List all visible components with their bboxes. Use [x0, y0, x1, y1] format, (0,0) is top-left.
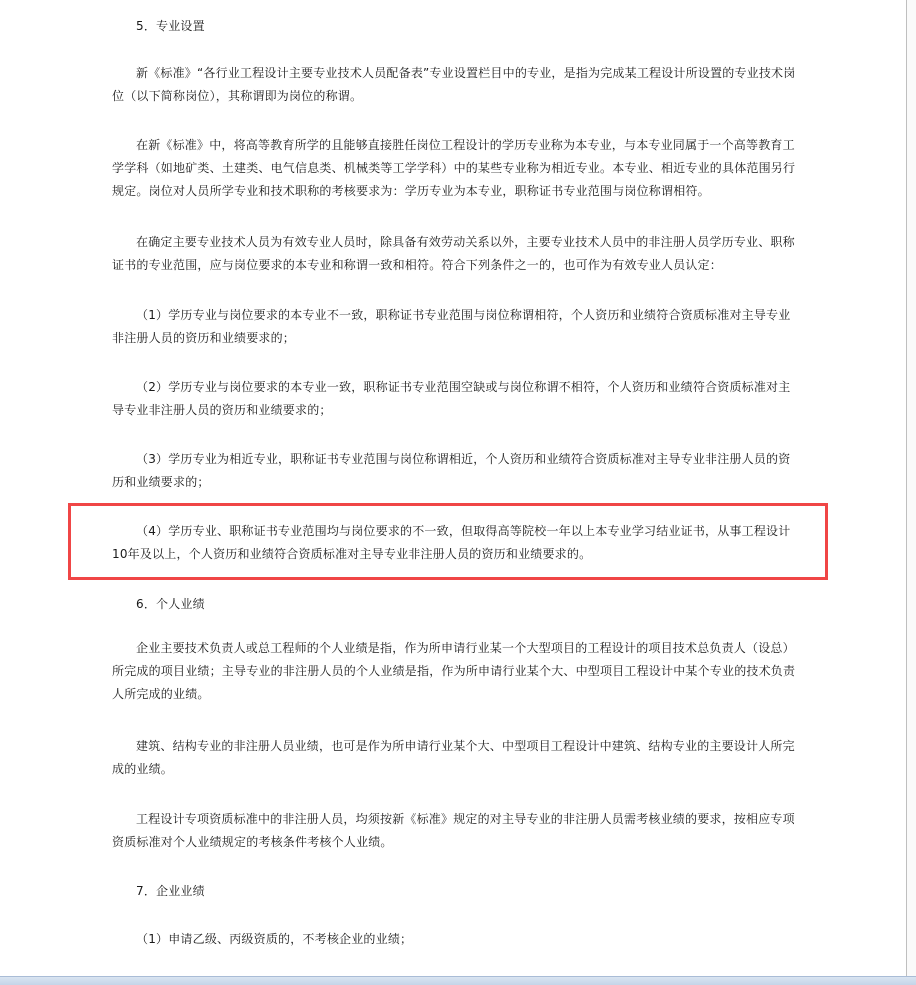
- condition-item-1: （1）学历专业与岗位要求的本专业不一致，职称证书专业范围与岗位称谓相符，个人资历和业绩符合资质标准对主导专业非注册人员的资历和业绩要求的；: [112, 308, 791, 345]
- paragraph-major-definition: 在新《标准》中，将高等教育所学的且能够直接胜任岗位工程设计的学历专业称为本专业，与本专业同属于一个高等教育工学学科（如地矿类、土建类、电气信息类、机械类等工学学科）中的某些专业称为相近专业。本专业、相近专业的具体范围另行规定。岗位对人员所学专业和技术职称的考核要求为：学历专业为本专业，职称证书专业范围与岗位称谓相符。: [112, 138, 796, 198]
- section-heading-6: 6．个人业绩: [136, 597, 205, 611]
- section-heading-7: 7．企业业绩: [136, 884, 205, 898]
- condition-item-3: （3）学历专业为相近专业，职称证书专业范围与岗位称谓相近，个人资历和业绩符合资质标准对主导专业非注册人员的资历和业绩要求的；: [112, 452, 791, 489]
- paragraph-special-qualification-performance: 工程设计专项资质标准中的非注册人员，均须按新《标准》规定的对主导专业的非注册人员需考核业绩的要求，按相应专项资质标准对个人业绩规定的考核条件考核个人业绩。: [112, 812, 795, 849]
- paragraph-architecture-structure-performance: 建筑、结构专业的非注册人员业绩，也可是作为所申请行业某个大、中型项目工程设计中建筑、结构专业的主要设计人所完成的业绩。: [112, 739, 795, 776]
- page-right-margin: [907, 0, 916, 984]
- paragraph-personal-performance: 企业主要技术负责人或总工程师的个人业绩是指，作为所申请行业某一个大型项目的工程设计的项目技术总负责人（设总）所完成的项目业绩；主导专业的非注册人员的个人业绩是指，作为所申请行业某个大、中型项目工程设计中某个专业的技术负责人所完成的业绩。: [112, 641, 796, 701]
- paragraph-major-setting: 新《标准》“各行业工程设计主要专业技术人员配备表”专业设置栏目中的专业，是指为完成某工程设计所设置的专业技术岗位（以下简称岗位），其称谓即为岗位的称谓。: [112, 66, 796, 103]
- condition-item-2: （2）学历专业与岗位要求的本专业一致，职称证书专业范围空缺或与岗位称谓不相符，个人资历和业绩符合资质标准对主导专业非注册人员的资历和业绩要求的；: [112, 380, 791, 417]
- paragraph-valid-personnel: 在确定主要专业技术人员为有效专业人员时，除具备有效劳动关系以外，主要专业技术人员中的非注册人员学历专业、职称证书的专业范围，应与岗位要求的本专业和称谓一致和相符。符合下列条件之一的，也可作为有效专业人员认定：: [112, 235, 795, 272]
- enterprise-performance-item-1: （1）申请乙级、丙级资质的，不考核企业的业绩；: [136, 932, 413, 946]
- condition-item-4: （4）学历专业、职称证书专业范围均与岗位要求的不一致，但取得高等院校一年以上本专业学习结业证书，从事工程设计10年及以上，个人资历和业绩符合资质标准对主导专业非注册人员的资历和业绩要求的。: [112, 524, 791, 561]
- section-heading-5: 5．专业设置: [136, 19, 205, 33]
